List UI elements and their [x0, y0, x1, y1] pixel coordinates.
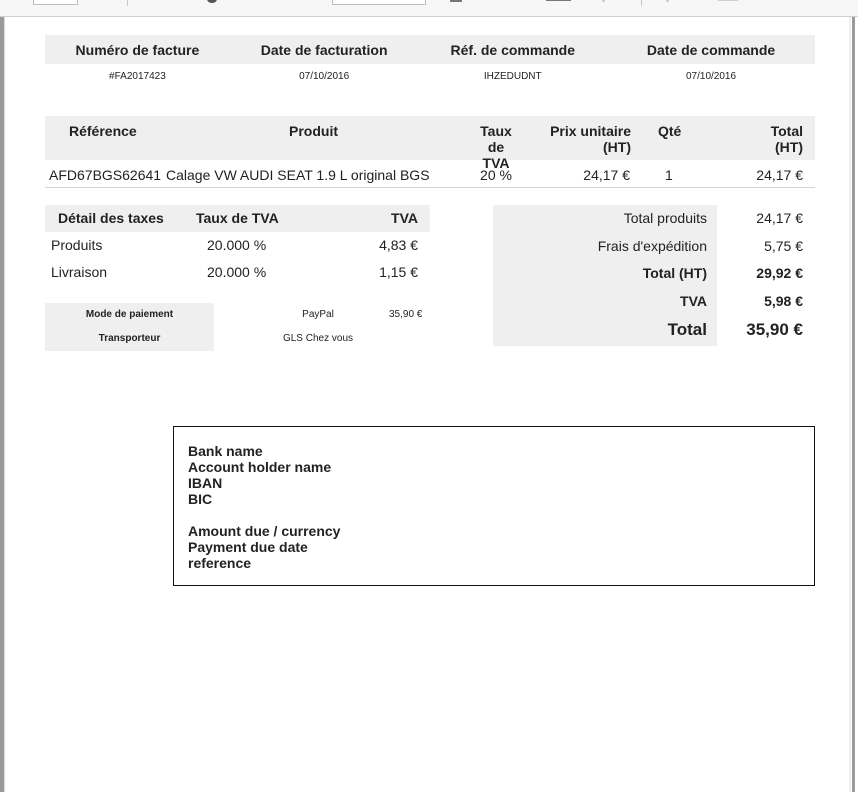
carrier-row	[45, 327, 435, 351]
invoice-number: #FA2017423	[109, 70, 166, 82]
tax-label: Livraison	[51, 264, 108, 280]
total-header-line1: Total	[770, 123, 803, 139]
reference-line: reference	[188, 555, 252, 571]
viewer-toolbar	[0, 0, 858, 17]
order-date-label: Date de commande	[646, 41, 776, 58]
tax-detail-table	[45, 205, 430, 286]
viewer-frame-right-edge	[849, 17, 851, 792]
vertical-scrollbar[interactable]	[852, 17, 855, 792]
total-ht-label: Total (HT)	[642, 265, 707, 281]
account-holder-line: Account holder name	[188, 459, 332, 475]
reference-header: Référence	[69, 123, 137, 139]
order-ref-label: Réf. de commande	[450, 41, 575, 58]
amount-due-line: Amount due / currency	[188, 523, 341, 539]
total-products-label: Total produits	[623, 210, 707, 226]
rotate-icon[interactable]	[546, 0, 571, 1]
unit-price-header-line1: Prix unitaire	[550, 123, 631, 139]
payment-info	[45, 303, 435, 351]
product-header: Produit	[289, 123, 338, 139]
shipping-label: Frais d'expédition	[597, 238, 707, 254]
tax-rate: 20.000 %	[207, 264, 267, 280]
toolbar-separator	[641, 0, 642, 6]
total-header-line2: (HT)	[775, 139, 803, 155]
payment-method-label: Mode de paiement	[45, 303, 214, 327]
total-header	[735, 123, 803, 155]
products-header-row	[45, 116, 815, 171]
bank-details-lines	[188, 443, 340, 571]
order-ref: IHZEDUDNT	[483, 70, 542, 82]
invoice-header-labels	[45, 35, 815, 64]
payment-method-value: PayPal	[302, 309, 334, 320]
tax-detail-header: Détail des taxes	[58, 210, 164, 226]
page-number-input[interactable]	[33, 0, 78, 5]
tax-rate-header: Taux de TVA	[196, 210, 279, 226]
iban-line: IBAN	[188, 475, 223, 491]
product-reference: AFD67BGS62641	[49, 167, 162, 183]
tax-label: Produits	[51, 237, 103, 253]
zoom-out-icon[interactable]	[207, 0, 217, 3]
grand-total-value: 35,90 €	[746, 320, 803, 339]
vat-rate-header-line2: TVA	[482, 155, 510, 171]
order-date: 07/10/2016	[685, 70, 737, 82]
tax-header-row	[45, 205, 430, 232]
bic-line: BIC	[188, 491, 213, 507]
unit-price-header	[545, 123, 631, 155]
grand-total-label: Total	[667, 320, 707, 339]
products-table	[45, 116, 815, 188]
totals-summary	[493, 205, 815, 346]
product-name: Calage VW AUDI SEAT 1.9 L original BGS	[166, 167, 430, 183]
total-ht-value: 29,92 €	[756, 265, 803, 281]
vat-total-value: 5,98 €	[764, 293, 803, 309]
payment-due-date-line: Payment due date	[188, 539, 308, 555]
menu-icon[interactable]	[718, 0, 738, 1]
table-row	[45, 160, 815, 188]
product-total: 24,17 €	[756, 167, 803, 183]
invoice-number-label: Numéro de facture	[75, 41, 200, 58]
vat-rate-header-line1: Taux de	[480, 123, 512, 155]
qty-header: Qté	[658, 123, 682, 139]
bank-details-box	[173, 426, 815, 586]
table-row	[45, 232, 430, 259]
carrier-value: GLS Chez vous	[282, 333, 354, 344]
zoom-select[interactable]	[332, 0, 426, 5]
product-unit-price: 24,17 €	[583, 167, 630, 183]
download-icon[interactable]	[666, 0, 669, 2]
product-vat-rate: 20 %	[480, 167, 512, 183]
toolbar-separator	[127, 0, 128, 6]
print-icon[interactable]	[602, 0, 605, 2]
tax-amount: 1,15 €	[379, 264, 418, 280]
payment-amount: 35,90 €	[389, 309, 423, 320]
vat-total-label: TVA	[680, 293, 707, 309]
unit-price-header-line2: (HT)	[603, 139, 631, 155]
total-products-value: 24,17 €	[756, 210, 803, 226]
tax-rate: 20.000 %	[207, 237, 267, 253]
invoice-date-label: Date de facturation	[260, 41, 388, 58]
tax-amount-header: TVA	[391, 210, 418, 226]
spacer	[188, 507, 340, 523]
payment-method-row	[45, 303, 435, 327]
fit-page-icon[interactable]	[450, 0, 462, 2]
carrier-label: Transporteur	[45, 327, 214, 351]
product-qty: 1	[665, 167, 673, 183]
shipping-value: 5,75 €	[764, 238, 803, 254]
invoice-date: 07/10/2016	[299, 70, 350, 82]
invoice-header-table	[45, 35, 815, 88]
tax-amount: 4,83 €	[379, 237, 418, 253]
bank-name-line: Bank name	[188, 443, 263, 459]
table-row	[45, 259, 430, 286]
invoice-header-values	[45, 64, 815, 88]
